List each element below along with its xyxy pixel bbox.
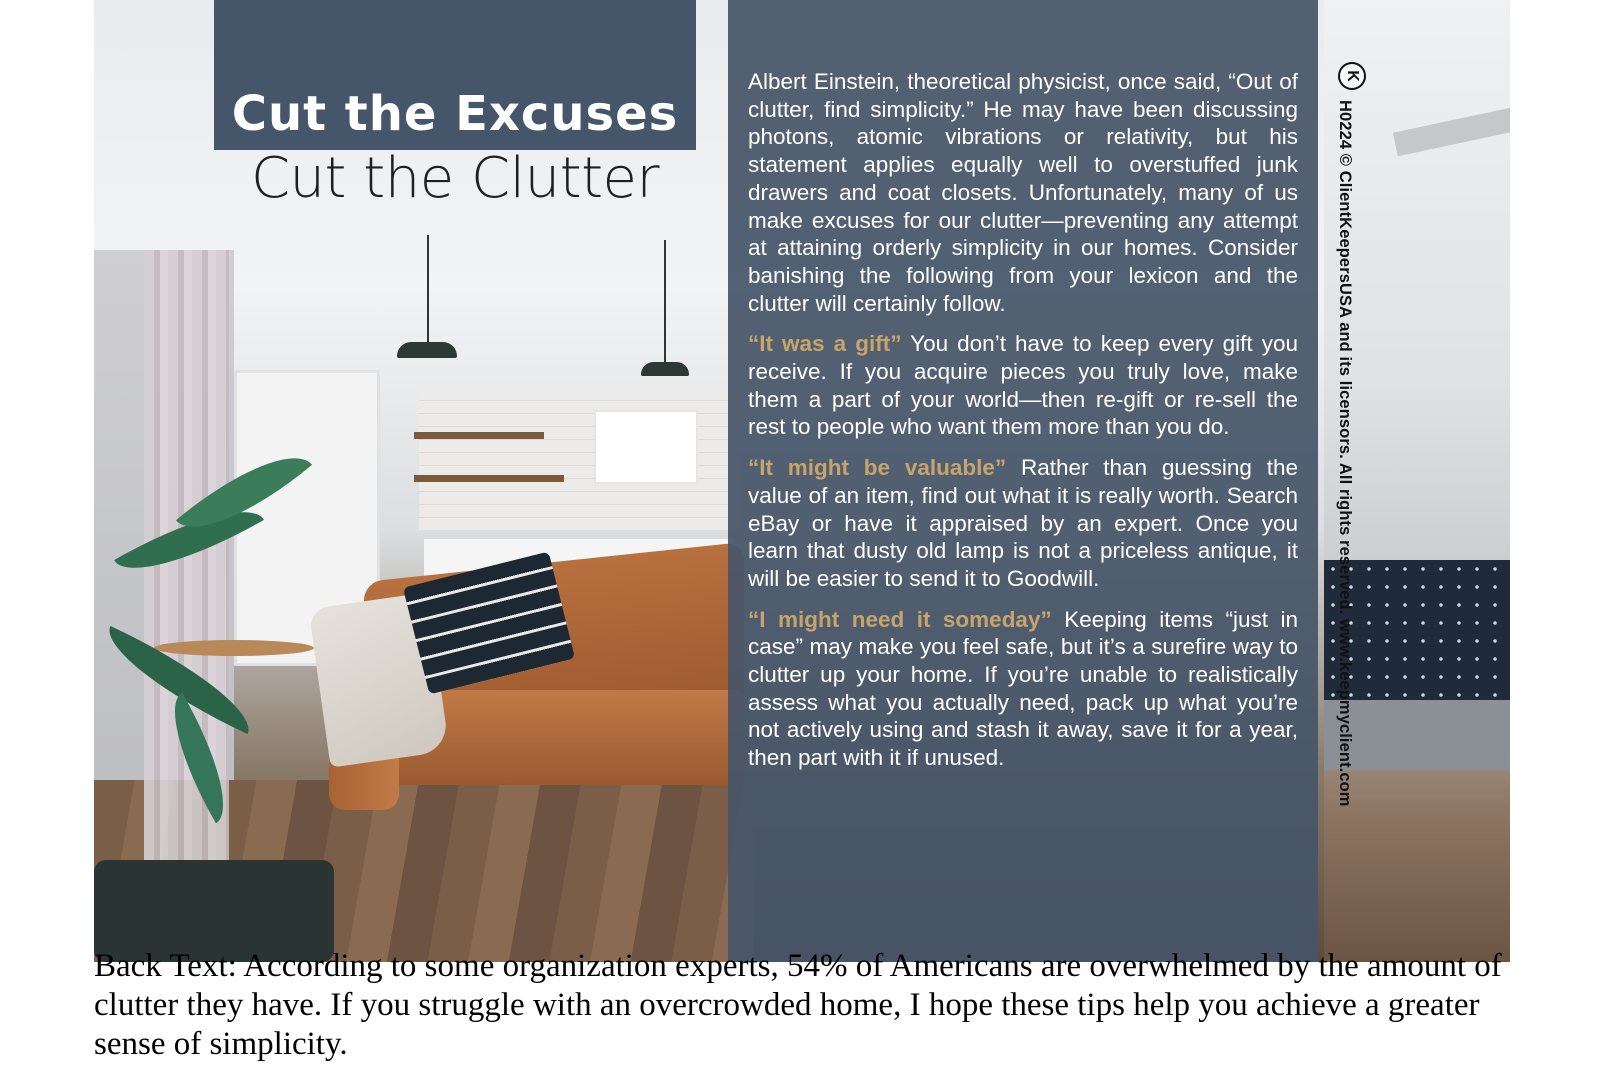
- title-main: Cut the Excuses: [231, 86, 679, 142]
- kitchen-shelf: [414, 475, 564, 482]
- lamp-cord: [427, 235, 429, 345]
- tip-heading: “It was a gift”: [748, 331, 902, 357]
- copyright-strip: [1338, 62, 1368, 882]
- tip-paragraph: [748, 606, 1298, 772]
- tip-paragraph: [748, 454, 1298, 593]
- title-sub: Cut the Clutter: [250, 146, 660, 211]
- copyright-text: H0224 © ClientKeepersUSA and its licensors. All rights reserved. www.keepmyclient.com: [1336, 100, 1354, 807]
- side-table: [154, 640, 314, 656]
- pendant-lamp: [641, 362, 689, 376]
- pendant-lamp: [397, 342, 457, 358]
- tip-body: You don’t have to keep every gift you receive. If you acquire pieces you truly love, make them a part of your world—then re-gift or re-sell the rest to people who want them more than you do.: [748, 331, 1298, 440]
- text-panel: [728, 0, 1318, 962]
- tip-body: Keeping items “just in case” may make you feel safe, but it’s a surefire way to clutter up your home. If you’re unable to realistically assess what you actually need, pack up what you’re not actively using and stash it away, save it for a year, then part with it if unused.: [748, 606, 1298, 771]
- lamp-cord: [664, 240, 666, 365]
- intro-paragraph: Albert Einstein, theoretical physicist, once said, “Out of clutter, find simplicity.” He may have been discussing photons, atomic vibrations or relativity, but his statement applies equally well to overstuffed junk drawers and coat closets. Unfortunately, many of us make excuses for our clutter—preventing any attempt at attaining orderly simplicity in our homes. Consider banishing the following from your lexicon and the clutter will certainly follow.: [748, 69, 1298, 316]
- tip-paragraph: [748, 330, 1298, 441]
- tip-heading: “I might need it someday”: [748, 606, 1052, 632]
- back-text: Back Text: According to some organization experts, 54% of Americans are overwhelmed by the amount of clutter they have. If you struggle with an overcrowded home, I hope these tips help you achieve a greater sense of simplicity.: [94, 948, 1502, 1062]
- tip-body: Rather than guessing the value of an item, find out what it is really worth. Search eBay or have it appraised by an expert. Once you learn that dusty old lamp is not a priceless antique, it will be easier to send it to Goodwill.: [748, 455, 1298, 591]
- kitchen-shelf: [414, 432, 544, 439]
- kitchen-window: [594, 410, 698, 484]
- postcard: [94, 0, 1510, 962]
- panel-text: [748, 68, 1298, 785]
- tip-heading: “It might be valuable”: [748, 455, 1007, 481]
- clientkeepers-logo-icon: K: [1338, 62, 1366, 90]
